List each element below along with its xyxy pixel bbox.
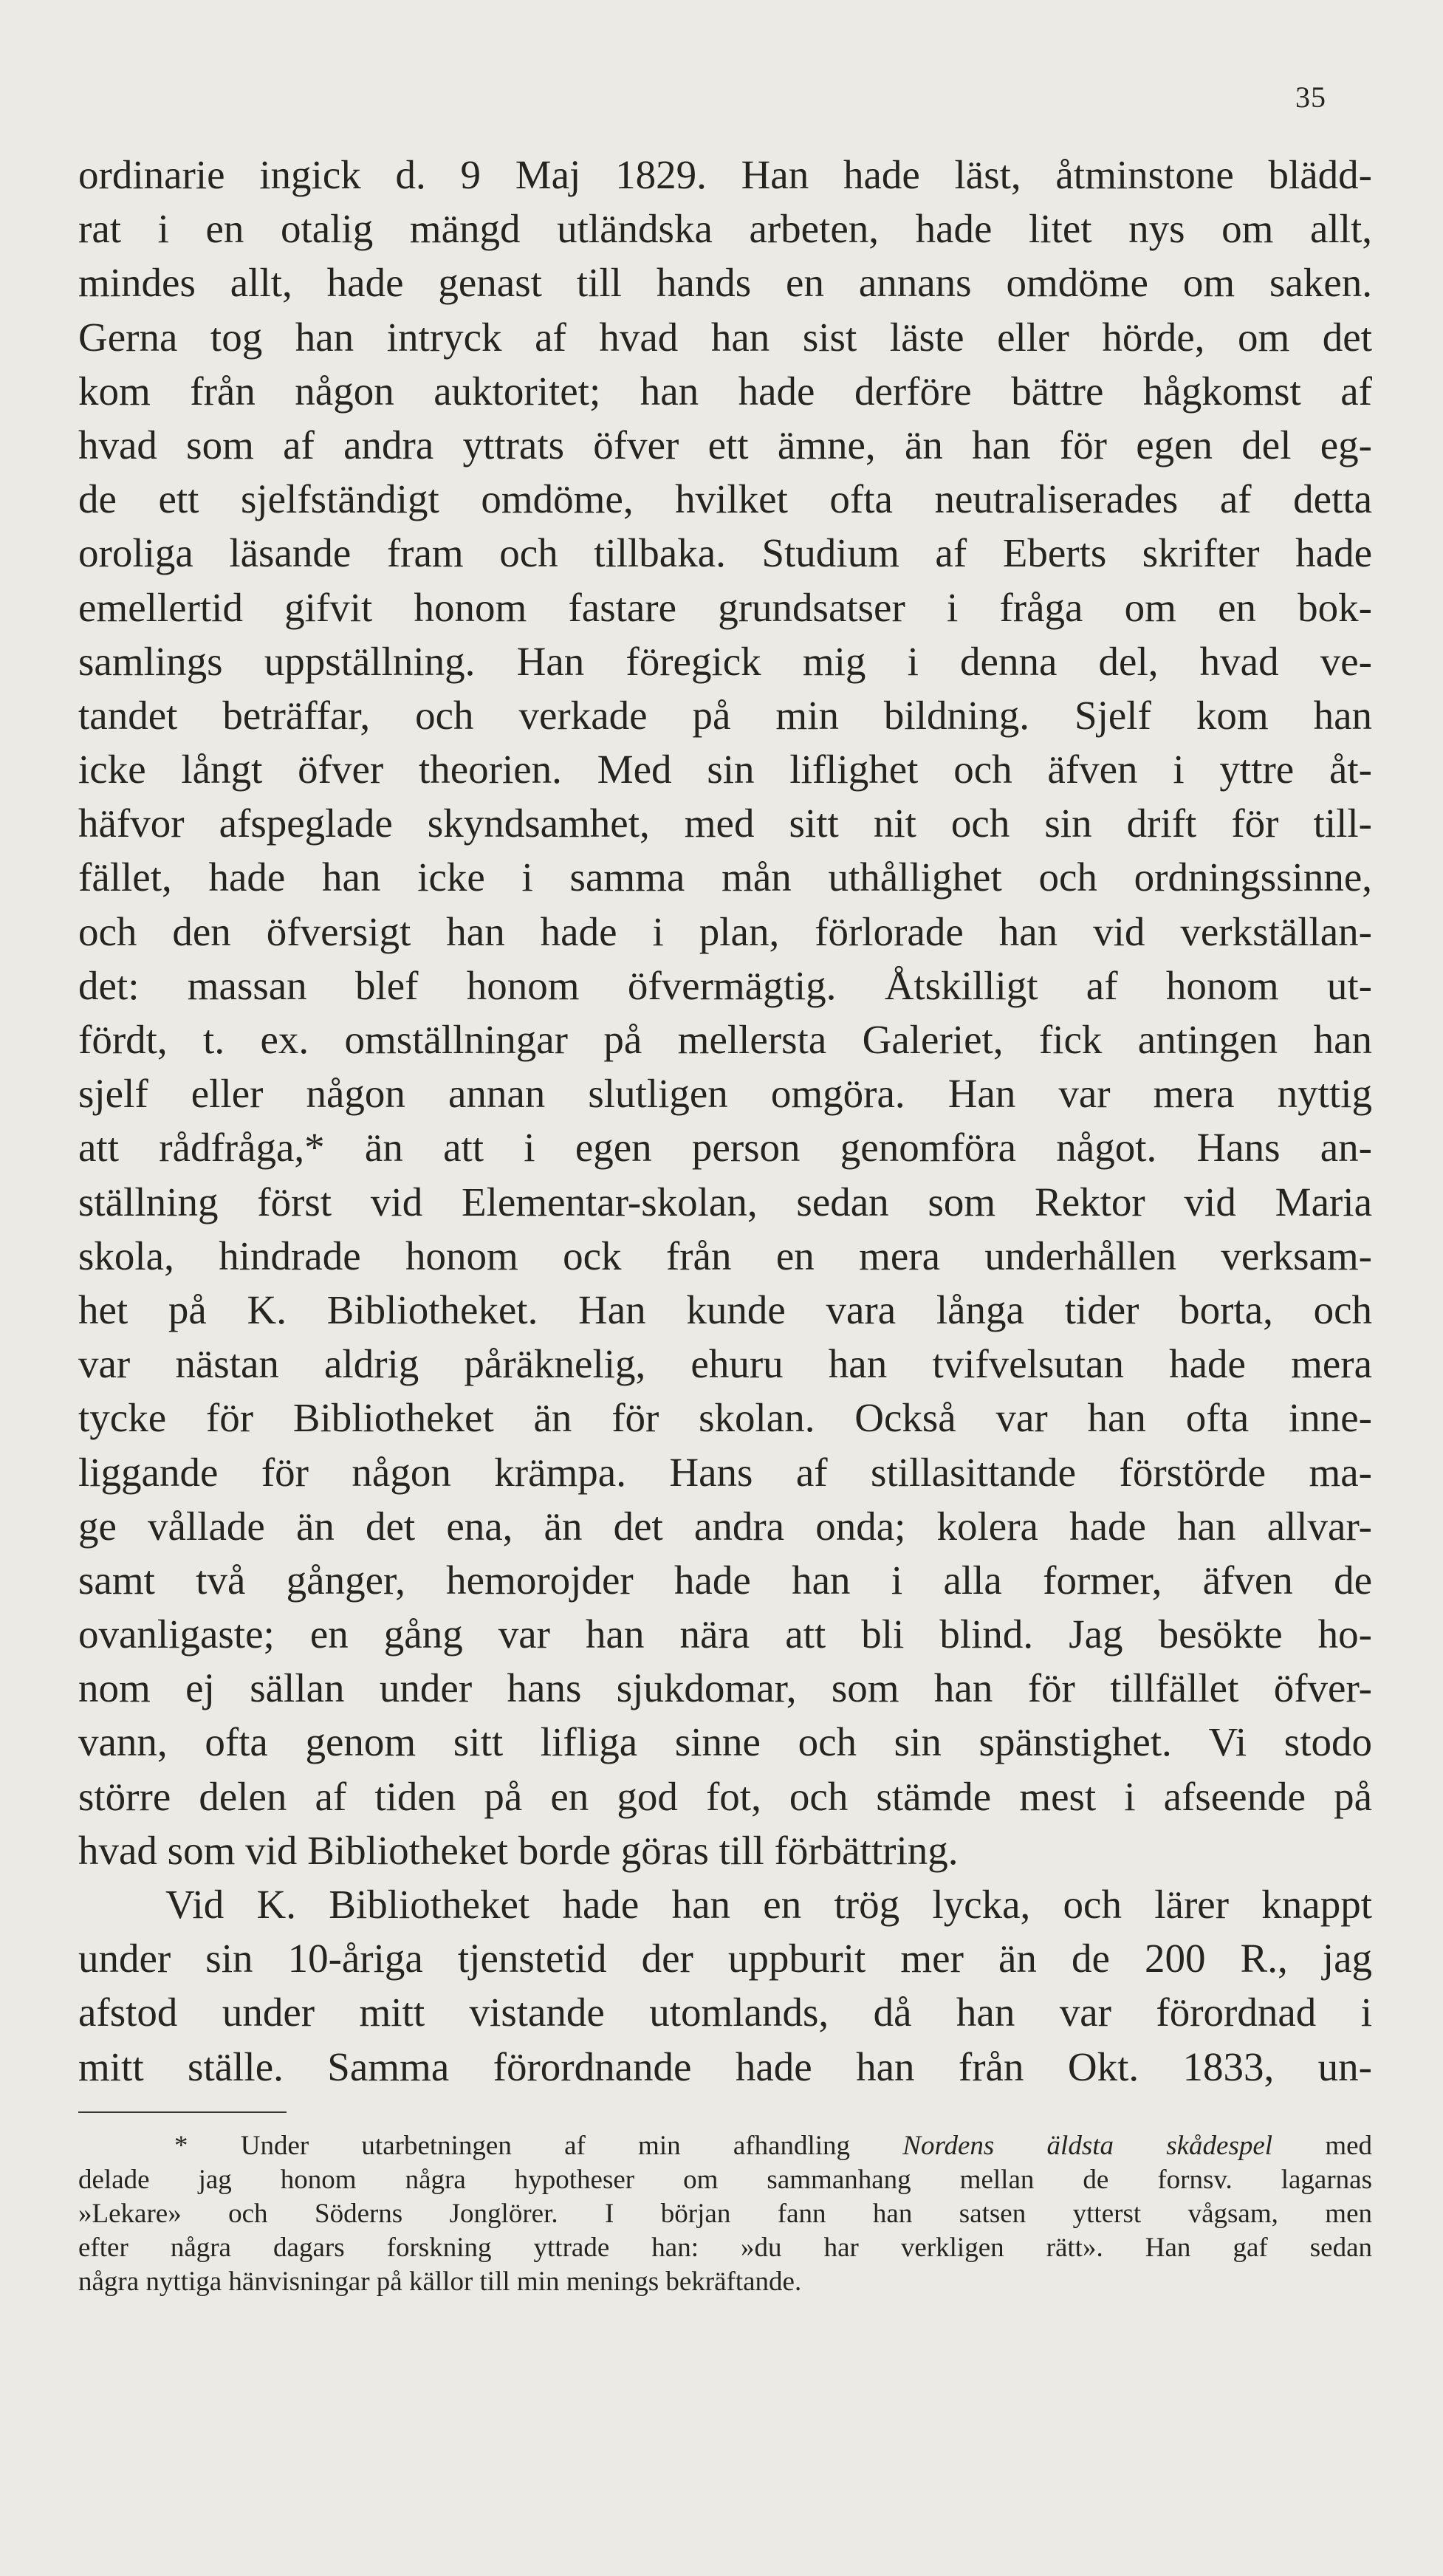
- text-line: hvad som vid Bibliotheket borde göras till förbättring.: [78, 1827, 959, 1873]
- text-line: afstod under mitt vistande utomlands, då han var förordnad i: [78, 1990, 1372, 2035]
- text-line: samt två gånger, hemorojder hade han i alla former, äfven de: [78, 1557, 1372, 1603]
- text-line: häfvor afspeglade skyndsamhet, med sitt nit och sin drift för till-: [78, 801, 1372, 846]
- text-line: att rådfråga,* än att i egen person genomföra något. Hans an-: [78, 1125, 1372, 1171]
- footnote-line: efter några dagars forskning yttrade han: »du har verkligen rätt». Han gaf sedan: [78, 2233, 1372, 2263]
- text-line: hvad som af andra yttrats öfver ett ämne, än han för egen del eg-: [78, 422, 1372, 467]
- text-line: och den öfversigt han hade i plan, förlorade han vid verkställan-: [78, 908, 1372, 954]
- text-line: större delen af tiden på en god fot, och stämde mest i afseende på: [78, 1773, 1372, 1819]
- text-line: ge vållade än det ena, än det andra onda; kolera hade han allvar-: [78, 1503, 1372, 1549]
- footnote-text: med: [1325, 2131, 1373, 2161]
- text-line: mitt ställe. Samma förordnande hade han från Okt. 1833, un-: [78, 2044, 1372, 2089]
- text-line: sjelf eller någon annan slutligen omgöra. Han var mera nyttig: [78, 1071, 1372, 1117]
- text-line: ordinarie ingick d. 9 Maj 1829. Han hade läst, åtminstone blädd-: [78, 152, 1372, 197]
- text-line: mindes allt, hade genast till hands en annans omdöme om saken.: [78, 260, 1372, 306]
- text-line: fördt, t. ex. omställningar på mellersta Galeriet, fick antingen han: [78, 1017, 1372, 1062]
- text-line: icke långt öfver theorien. Med sin liflighet och äfven i yttre åt-: [78, 747, 1372, 792]
- text-line: ställning först vid Elementar-skolan, sedan som Rektor vid Maria: [78, 1179, 1372, 1224]
- text-line: skola, hindrade honom ock från en mera underhållen verksam-: [78, 1233, 1372, 1278]
- text-line: rat i en otalig mängd utländska arbeten, hade litet nys om allt,: [78, 206, 1372, 252]
- text-line: oroliga läsande fram och tillbaka. Studium af Eberts skrifter hade: [78, 530, 1372, 576]
- text-line: samlings uppställning. Han föregick mig i denna del, hvad ve-: [78, 638, 1372, 684]
- text-line: var nästan aldrig påräknelig, ehuru han tvifvelsutan hade mera: [78, 1341, 1372, 1387]
- text-line: det: massan blef honom öfvermägtig. Åtskilligt af honom ut-: [78, 962, 1372, 1008]
- page-number: 35: [1295, 80, 1326, 114]
- text-line: nom ej sällan under hans sjukdomar, som han för tillfället öfver-: [78, 1665, 1372, 1711]
- text-line: ovanligaste; en gång var han nära att bli blind. Jag besökte ho-: [78, 1611, 1372, 1657]
- text-line: Vid K. Bibliotheket hade han en trög lycka, och lärer knappt: [165, 1882, 1372, 1927]
- text-line: Gerna tog han intryck af hvad han sist läste eller hörde, om det: [78, 314, 1372, 360]
- text-line: under sin 10-åriga tjenstetid der uppburit mer än de 200 R., jag: [78, 1936, 1372, 1981]
- text-line: tandet beträffar, och verkade på min bildning. Sjelf kom han: [78, 692, 1372, 738]
- footnote-line: [78, 2129, 1372, 2163]
- text-line: de ett sjelfständigt omdöme, hvilket ofta neutraliserades af detta: [78, 476, 1372, 522]
- footnote-text: * Under utarbetningen af min afhandling: [174, 2131, 851, 2161]
- footnote: [78, 2129, 1372, 2299]
- footnote-line: några nyttiga hänvisningar på källor till min menings bekräftande.: [78, 2267, 802, 2297]
- footnote-title-italic: Nordens äldsta skådespel: [902, 2131, 1273, 2161]
- body-text: [78, 148, 1372, 2094]
- footnote-line: »Lekare» och Söderns Jonglörer. I början fann han satsen ytterst vågsam, men: [78, 2199, 1372, 2229]
- text-line: emellertid gifvit honom fastare grundsatser i fråga om en bok-: [78, 584, 1372, 630]
- text-line: kom från någon auktoritet; han hade derföre bättre hågkomst af: [78, 368, 1372, 414]
- footnote-divider: [78, 2111, 287, 2113]
- footnote-line: delade jag honom några hypotheser om sammanhang mellan de fornsv. lagarnas: [78, 2165, 1372, 2195]
- text-line: het på K. Bibliotheket. Han kunde vara långa tider borta, och: [78, 1287, 1372, 1332]
- text-line: tycke för Bibliotheket än för skolan. Också var han ofta inne-: [78, 1395, 1372, 1441]
- text-line: vann, ofta genom sitt lifliga sinne och sin spänstighet. Vi stodo: [78, 1719, 1372, 1765]
- text-line: fället, hade han icke i samma mån uthållighet och ordningssinne,: [78, 854, 1372, 900]
- text-line: liggande för någon krämpa. Hans af stillasittande förstörde ma-: [78, 1449, 1372, 1495]
